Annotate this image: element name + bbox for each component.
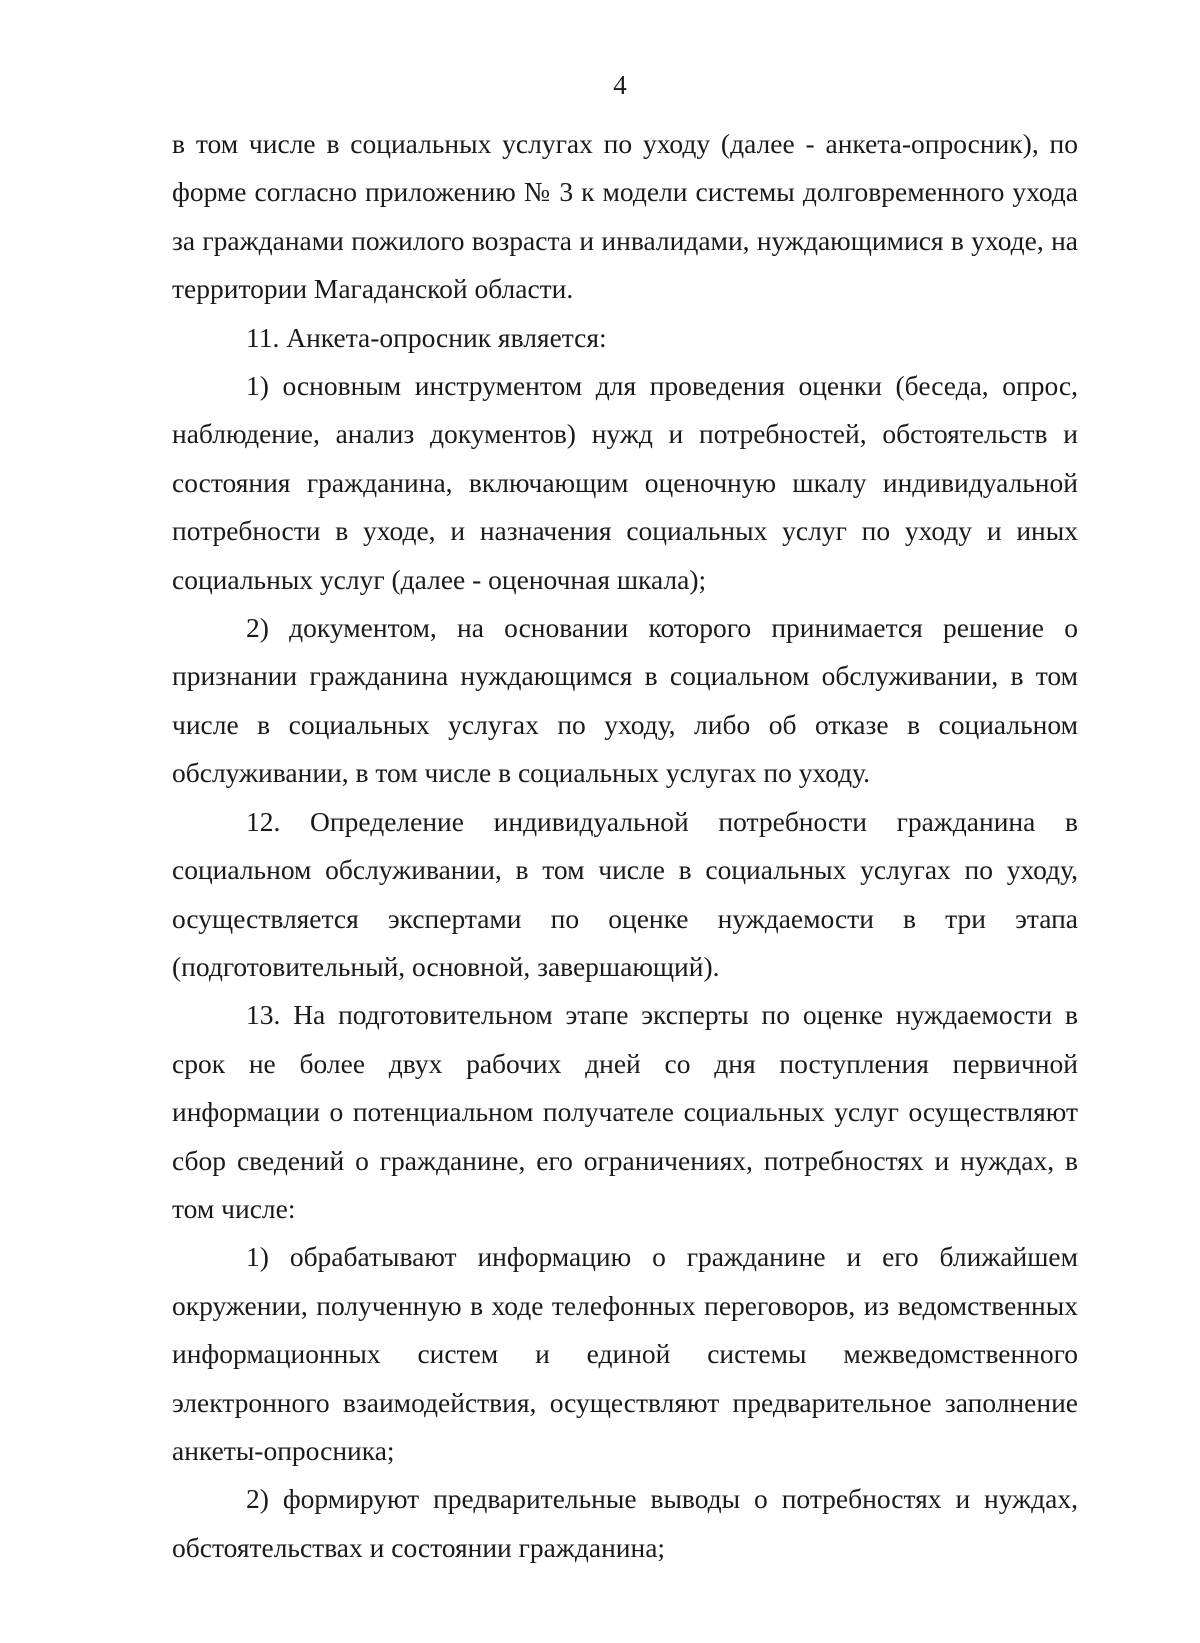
page-number: 4 [613, 70, 627, 100]
paragraph-item-12: 12. Определение индивидуальной потребности гражданина в социальном обслуживании, в том числе в социальных услугах по уходу, осуществляется экспертами по оценке нуждаемости в три этапа (подготовительный, основной, завершающий). [172, 805, 1078, 982]
paragraph-continuation: в том числе в социальных услугах по уходу (далее - анкета-опросник), по форме согласно приложению № 3 к модели системы долговременного ухода за гражданами пожилого возраста и инвалидами, нуждающимися в уходе, на территории Магаданской области. [172, 128, 1078, 305]
paragraph-item-11-2: 2) документом, на основании которого принимается решение о признании гражданина нуждающимся в социальном обслуживании, в том числе в социальных услугах по уходу, либо об отказе в социальном обслуживании, в том числе в социальных услугах по уходу. [172, 612, 1078, 789]
document-body [172, 120, 1078, 1572]
paragraph-item-11-1: 1) основным инструментом для проведения оценки (беседа, опрос, наблюдение, анализ документов) нужд и потребностей, обстоятельств и состояния гражданина, включающим оценочную шкалу индивидуальной потребности в уходе, и назначения социальных услуг по уходу и иных социальных услуг (далее - оценочная шкала); [172, 370, 1078, 595]
paragraph-item-13-1: 1) обрабатывают информацию о гражданине и его ближайшем окружении, полученную в ходе телефонных переговоров, из ведомственных информационных систем и единой системы межведомственного электронного взаимодействия, осуществляют предварительное заполнение анкеты-опросника; [172, 1241, 1078, 1466]
paragraph-item-11: 11. Анкета-опросник является: [246, 321, 607, 353]
paragraph-item-13-2: 2) формируют предварительные выводы о потребностях и нуждах, обстоятельствах и состоянии гражданина; [172, 1483, 1078, 1563]
paragraph-item-13: 13. На подготовительном этапе эксперты по оценке нуждаемости в срок не более двух рабочих дней со дня поступления первичной информации о потенциальном получателе социальных услуг осуществляют сбор сведений о гражданине, его ограничениях, потребностях и нуждах, в том числе: [172, 999, 1078, 1224]
